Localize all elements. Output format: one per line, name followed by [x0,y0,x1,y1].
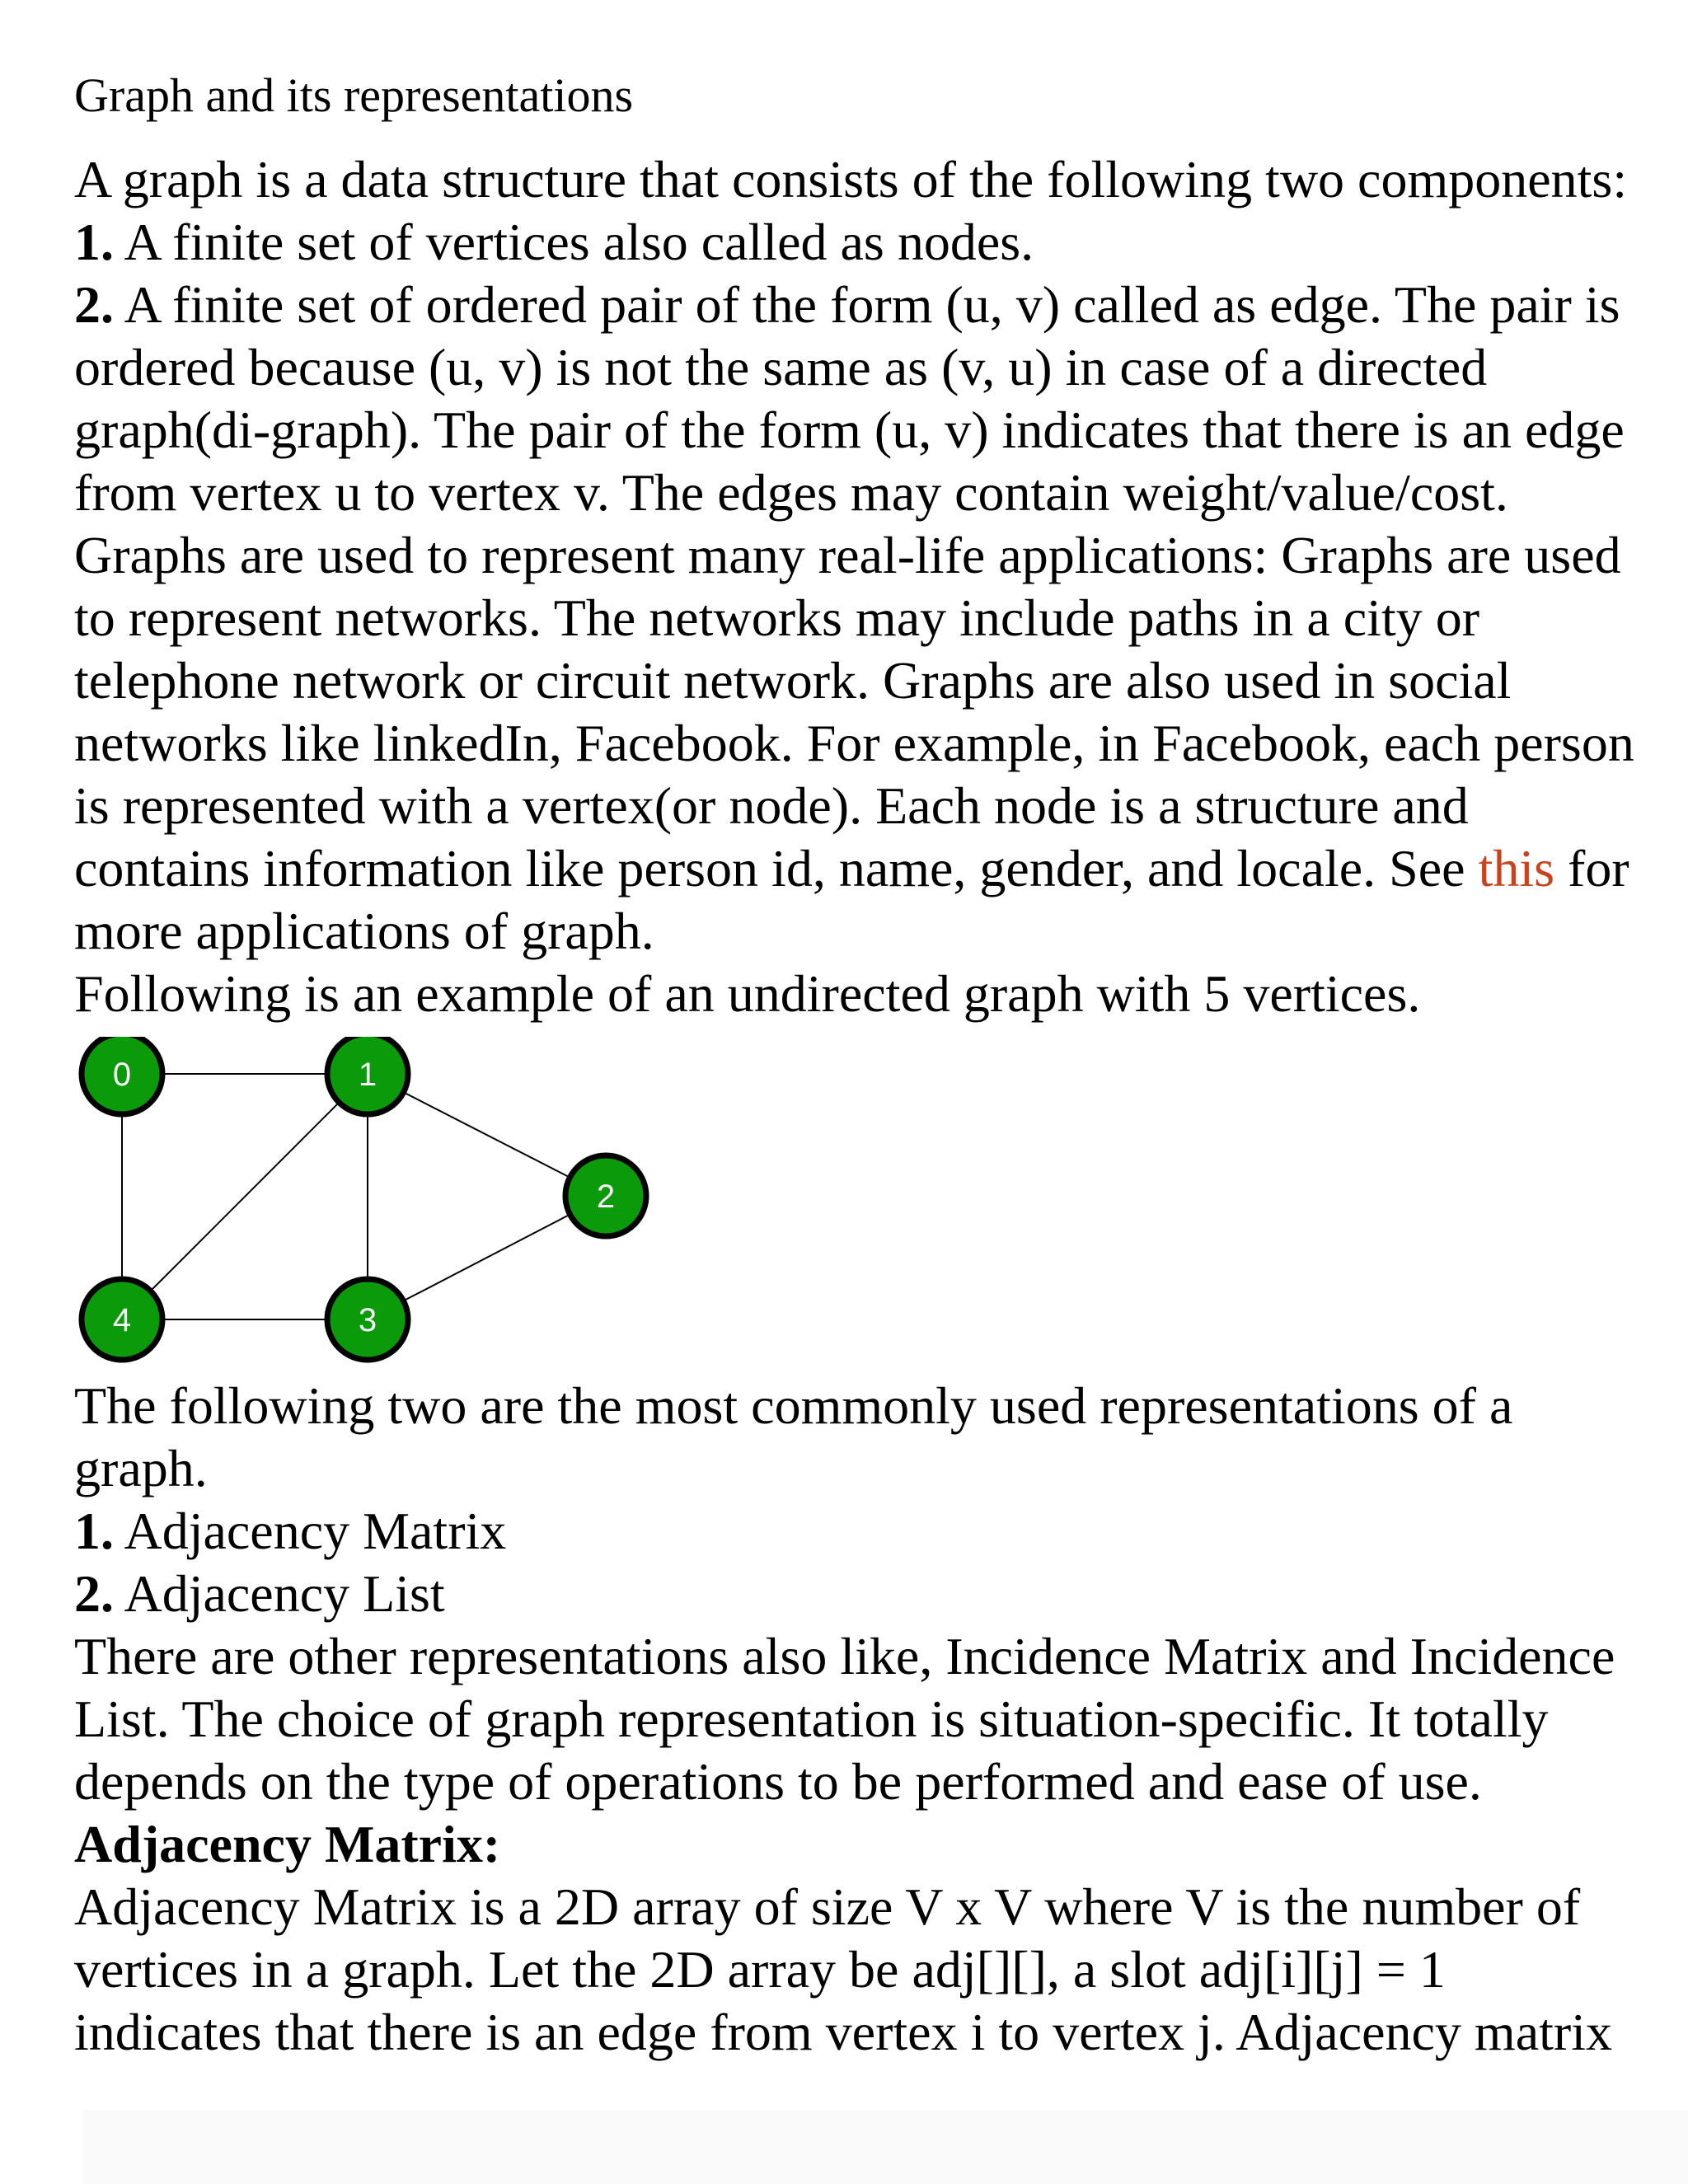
item-number: 1. [74,213,114,271]
paragraph-line: Adjacency Matrix is a 2D array of size V x V where V is the number of [74,1877,1581,1936]
intro-section [74,148,1634,1025]
paragraph-line: There are other representations also like, Incidence Matrix and Incidence [74,1627,1615,1685]
paragraph-line: vertices in a graph. Let the 2D array be adj[][], a slot adj[i][j] = 1 [74,1940,1446,1999]
item-number: 2. [74,275,114,334]
paragraph-line: more applications of graph. [74,902,654,960]
paragraph-line: Graphs are used to represent many real-life applications: Graphs are used [74,526,1621,584]
graph-node-label: 0 [112,1057,132,1093]
paragraph-line: telephone network or circuit network. Graphs are also used in social [74,651,1512,710]
graph-node-0 [82,1037,162,1114]
graph-edge-1-4 [122,1074,368,1319]
graph-node-2 [565,1155,646,1236]
representation-item-1: 1. Adjacency Matrix [74,1502,507,1560]
component-item-1: 1. A finite set of vertices also called as nodes. [74,213,1034,271]
paragraph-line: The following two are the most commonly used representations of a [74,1376,1513,1435]
paragraph-line: List. The choice of graph representation is situation-specific. It totally [74,1690,1549,1748]
item-number: 1. [74,1502,114,1560]
component-item-2: 2. A finite set of ordered pair of the form (u, v) called as edge. The pair is [74,275,1620,334]
paragraph-line: to represent networks. The networks may include paths in a city or [74,588,1480,647]
graph-node-3 [327,1279,408,1360]
paragraph-line: graph(di-graph). The pair of the form (u, v) indicates that there is an edge [74,401,1625,459]
paragraph-line: ordered because (u, v) is not the same as (v, u) in case of a directed [74,338,1488,396]
intro-line: A graph is a data structure that consists of the following two components: [74,150,1628,209]
graph-diagram [74,1037,668,1366]
paragraph-line: from vertex u to vertex v. The edges may contain weight/value/cost. [74,463,1508,522]
graph-node-label: 4 [112,1302,132,1338]
graph-svg [74,1037,668,1366]
item-number: 2. [74,1564,114,1623]
section-heading: Adjacency Matrix: [74,1815,501,1873]
figure-caption: Following is an example of an undirected graph with 5 vertices. [74,964,1421,1023]
representations-section [74,1375,1615,2064]
page-bottom-shade [82,2110,1688,2184]
representation-item-2: 2. Adjacency List [74,1564,445,1623]
paragraph-line: graph. [74,1439,208,1497]
paragraph-line: indicates that there is an edge from vertex i to vertex j. Adjacency matrix [74,2003,1612,2061]
paragraph-line: is represented with a vertex(or node). Each node is a structure and [74,776,1469,835]
paragraph-line: networks like linkedIn, Facebook. For example, in Facebook, each person [74,714,1634,772]
graph-node-label: 3 [358,1302,377,1338]
paragraph-line: depends on the type of operations to be performed and ease of use. [74,1752,1482,1811]
graph-node-4 [82,1279,162,1360]
page-title: Graph and its representations [74,68,634,122]
applications-link[interactable]: this [1478,839,1555,898]
paragraph-line-with-link: contains information like person id, name, gender, and locale. See this for [74,839,1629,898]
graph-node-1 [327,1037,408,1114]
graph-node-label: 1 [358,1057,377,1093]
graph-node-label: 2 [596,1179,616,1215]
